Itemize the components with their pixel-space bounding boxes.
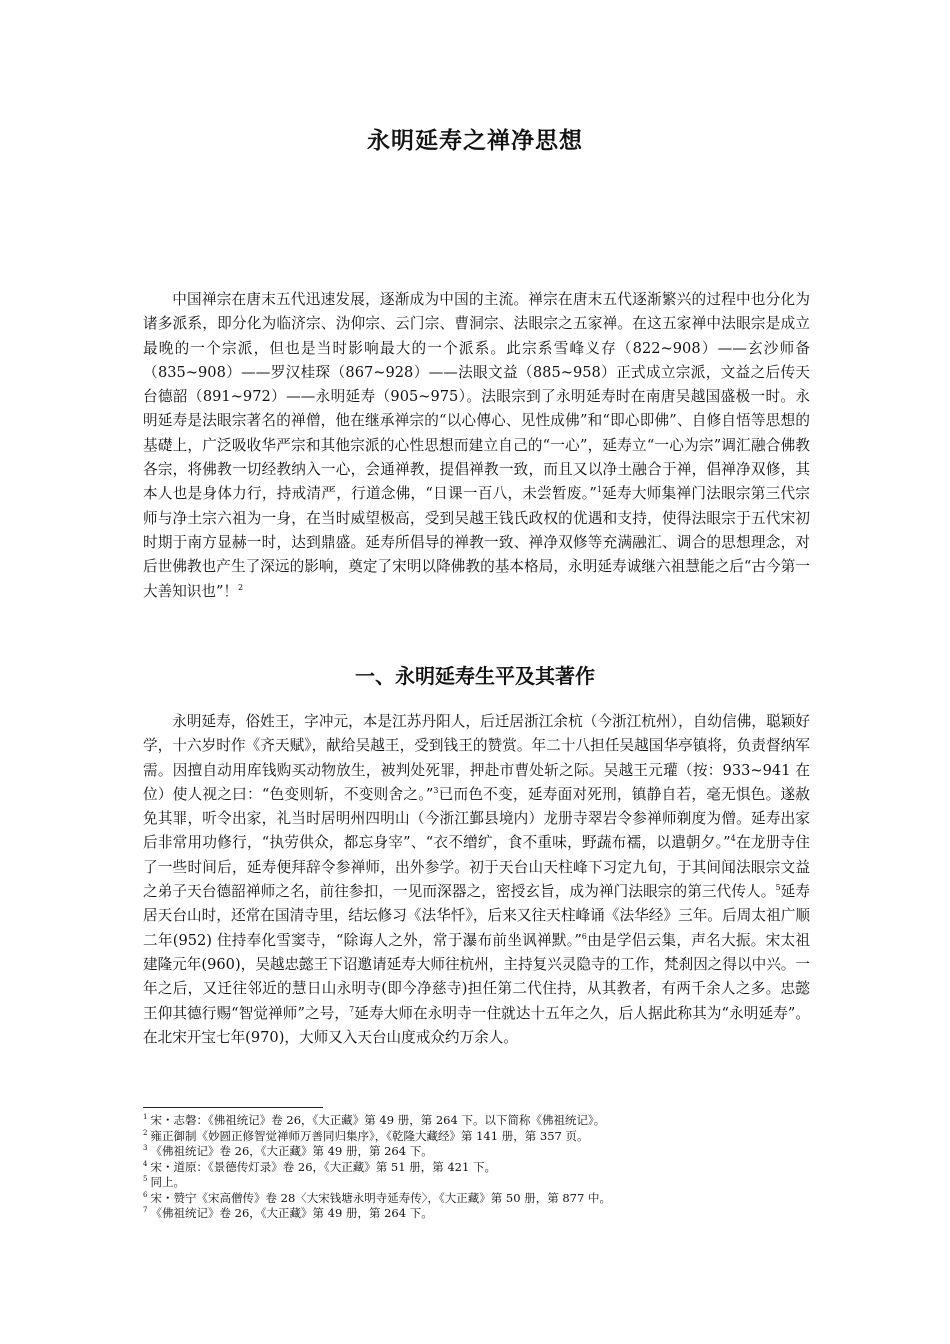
footnote-ref-1: 1 — [596, 485, 602, 495]
bio-text-5: 由是学侣云集，声名大振。宋太祖建隆元年(960)，吴越忠懿王下诏邀请延寿大师往杭州，主持复兴灵隐寺的工作，梵刹因之得以中兴。一年之后，又迁往邻近的慧日山永明寺(即今净慈寺)担任第二代住持，从其教者，有两千余人之多。忠懿王仰其德行赐“智觉禅师”之号， — [143, 931, 810, 1022]
footnote-item: $^2$ 雍正御制《妙圆正修智觉禅师万善同归集序》，《乾隆大藏经》第 141 册，第 357 页。 — [143, 1128, 589, 1143]
footnotes — [143, 1113, 810, 1222]
footnote-item: $^4$ 宋・道原：《景德传灯录》卷 26，《大正藏》第 51 册，第 421 下。 — [143, 1159, 496, 1174]
bio-text-4: 延寿居天台山时，还常在国清寺里，结坛修习《法华忏》，后来又往天柱峰诵《法华经》三年。后周太祖广顺二年(952) 住持奉化雪窦寺，“除诲人之外，常于瀑布前坐讽禅默。” — [143, 883, 810, 949]
bio-text-3: 在龙册寺住了一些时间后，延寿便拜辞令参禅师，出外参学。初于天台山天柱峰下习定九旬，于其间闻法眼宗文益之弟子天台德韶禅师之名，前往参扣，一见而深器之，密授玄旨，成为禅门法眼宗的第三代传人。 — [143, 834, 810, 901]
intro-text-a: 中国禅宗在唐末五代迅速发展，逐渐成为中国的主流。禅宗在唐末五代逐渐繁兴的过程中也分化为诸多派系，即分化为临济宗、沩仰宗、云门宗、曹洞宗、法眼宗之五家禅。在这五家禅中法眼宗是成立最晚的一个宗派，但也是当时影响最大的一个派系。此宗系雪峰义存（822~908）——玄沙师备（835~908）——罗汉桂琛（867~928）——法眼文益（885~958）正式成立宗派，文益之后传天台德韶（891~972）——永明延寿（905~975）。法眼宗到了永明延寿时在南唐吴越国盛极一时。永明延寿是法眼宗著名的禅僧，他在继承禅宗的“以心傳心、见性成佛”和“即心即佛”、自修自悟等思想的基礎上，广泛吸收华严宗和其他宗派的心性思想而建立自己的“一心”，延寿立“一心为宗”调汇融合佛教各宗，将佛教一切经教纳入一心，会通禅教，提倡禅教一致，而且又以净土融合于禅，倡禅净双修，其本人也是身体力行，持戒清严，行道念佛，“日课一百八，未尝暂废。” — [143, 291, 810, 503]
footnote-ref-2: 2 — [238, 582, 244, 592]
intro-paragraph — [143, 288, 810, 604]
footnote-ref-7: 7 — [349, 1004, 355, 1014]
bio-text-6: 延寿大师在永明寺一住就达十五年之久，后人据此称其为“永明延寿”。在北宋开宝七年(970)，大师又入天台山度戒众约万余人。 — [143, 1004, 810, 1046]
intro-text-b: 延寿大师集禅门法眼宗第三代宗师与净土宗六祖为一身，在当时威望极高，受到吴越王钱氏政权的优遇和支持，使得法眼宗于五代宋初时期于南方显赫一时，达到鼎盛。延寿所倡导的禅教一致、禅净双修等充满融汇、调合的思想理念，对后世佛教也产生了深远的影响，奠定了宋明以降佛教的基本格局，永明延寿诚继六祖慧能之后“古今第一大善知识也”！ — [143, 485, 810, 600]
footnote-item: $^7$ 《佛祖统记》卷 26，《大正藏》第 49 册，第 264 下。 — [143, 1206, 433, 1220]
bio-text-1: 永明延寿，俗姓王，字冲元，本是江苏丹阳人，后迁居浙江余杭（今浙江杭州），自幼信佛，聪颖好学，十六岁时作《齐天赋》，献给吴越王，受到钱王的赞赏。年二十八担任吴越国华亭镇将，负责督纳军需。因擅自动用库钱购买动物放生，被判处死罪，押赴市曹处斩之际。吴越王元瓘（按：933~941 在位）使人视之曰：“色变则斩，不变则舍之。” — [143, 713, 810, 803]
footnote-ref-3: 3 — [433, 786, 439, 796]
footnote-ref-4: 4 — [730, 834, 736, 844]
footnote-item: $^6$ 宋・赞宁《宋高僧传》卷 28〈大宋钱塘永明寺延寿传〉，《大正藏》第 50 册，第 877 中。 — [143, 1190, 611, 1205]
bio-text-2: 已而色不变，延寿面对死刑，镇静自若，毫无惧色。遂赦免其罪，听令出家，礼当时居明州四明山（今浙江鄞县境内）龙册寺翠岩令参禅师剃度为僧。延寿出家后非常用功修行，“执劳供众，都忘身宰”、“衣不缯纩，食不重味，野蔬布襦，以遣朝夕。” — [143, 785, 810, 852]
section-heading: 一、永明延寿生平及其著作 — [355, 664, 595, 688]
footnote-ref-6: 6 — [581, 931, 587, 941]
biography-paragraph — [143, 710, 810, 1050]
footnote-item: $^3$ 《佛祖统记》卷 26，《大正藏》第 49 册，第 264 下。 — [143, 1144, 433, 1158]
footnote-item: $^1$ 宋・志磐：《佛祖统记》卷 26，《大正藏》第 49 册，第 264 下。以下简称《佛祖统记》。 — [143, 1113, 606, 1127]
footnote-item: $^5$ 同上。 — [143, 1175, 185, 1189]
footnote-ref-5: 5 — [775, 883, 781, 893]
footnote-divider — [143, 1107, 323, 1108]
document-title: 永明延寿之禅净思想 — [367, 127, 583, 154]
